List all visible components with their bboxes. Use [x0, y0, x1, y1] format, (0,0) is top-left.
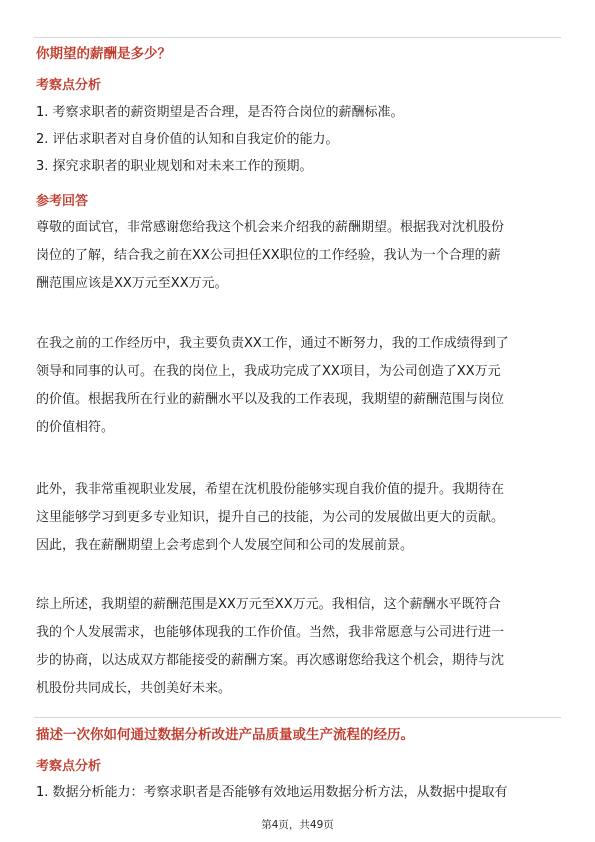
answer-paragraph — [36, 476, 561, 560]
paragraph-line: 在我之前的工作经历中，我主要负责XX工作，通过不断努力，我的工作成绩得到了 — [36, 336, 509, 351]
question-title: 你期望的薪酬是多少？ — [36, 46, 171, 62]
top-divider — [34, 37, 561, 38]
paragraph-line: 的价值。根据我所在行业的薪酬水平以及我的工作表现，我期望的薪酬范围与岗位 — [36, 392, 505, 407]
analysis-item: 3. 探究求职者的职业规划和对未来工作的预期。 — [36, 159, 313, 174]
analysis-item: 1. 考察求职者的薪资期望是否合理，是否符合岗位的薪酬标准。 — [36, 105, 404, 120]
analysis-item: 1. 数据分析能力：考察求职者是否能够有效地运用数据分析方法，从数据中提取有 — [36, 785, 508, 800]
answer-paragraph — [36, 591, 561, 703]
paragraph-line: 因此，我在薪酬期望上会考虑到个人发展空间和公司的发展前景。 — [36, 538, 414, 553]
paragraph-line: 尊敬的面试官，非常感谢您给我这个机会来介绍我的薪酬期望。根据我对沈机股份 — [36, 220, 505, 235]
paragraph-line: 这里能够学习到更多专业知识，提升自己的技能，为公司的发展做出更大的贡献。 — [36, 510, 505, 525]
analysis-heading: 考察点分析 — [36, 78, 102, 93]
paragraph-line: 酬范围应该是XX万元至XX万元。 — [36, 276, 228, 291]
section-divider — [34, 717, 561, 718]
question-title: 描述一次你如何通过数据分析改进产品质量或生产流程的经历。 — [36, 727, 414, 743]
analysis-item: 2. 评估求职者对自身价值的认知和自我定价的能力。 — [36, 132, 339, 147]
paragraph-line: 综上所述，我期望的薪酬范围是XX万元至XX万元。我相信，这个薪酬水平既符合 — [36, 597, 501, 612]
paragraph-line: 步的协商，以达成双方都能接受的薪酬方案。再次感谢您给我这个机会，期待与沈 — [36, 653, 505, 668]
answer-paragraph — [36, 214, 561, 298]
paragraph-line: 我的个人发展需求，也能够体现我的工作价值。当然，我非常愿意与公司进行进一 — [36, 625, 505, 640]
answer-paragraph — [36, 330, 561, 442]
analysis-heading: 考察点分析 — [36, 759, 102, 774]
paragraph-line: 的价值相符。 — [36, 420, 115, 435]
paragraph-line: 此外，我非常重视职业发展，希望在沈机股份能够实现自我价值的提升。我期待在 — [36, 482, 505, 497]
paragraph-line: 机股份共同成长，共创美好未来。 — [36, 681, 232, 696]
paragraph-line: 岗位的了解，结合我之前在XX公司担任XX职位的工作经验，我认为一个合理的薪 — [36, 248, 501, 263]
page-number: 第4页，共49页 — [261, 819, 334, 831]
answer-heading: 参考回答 — [36, 194, 89, 209]
paragraph-line: 领导和同事的认可。在我的岗位上，我成功完成了XX项目，为公司创造了XX万元 — [36, 364, 501, 379]
